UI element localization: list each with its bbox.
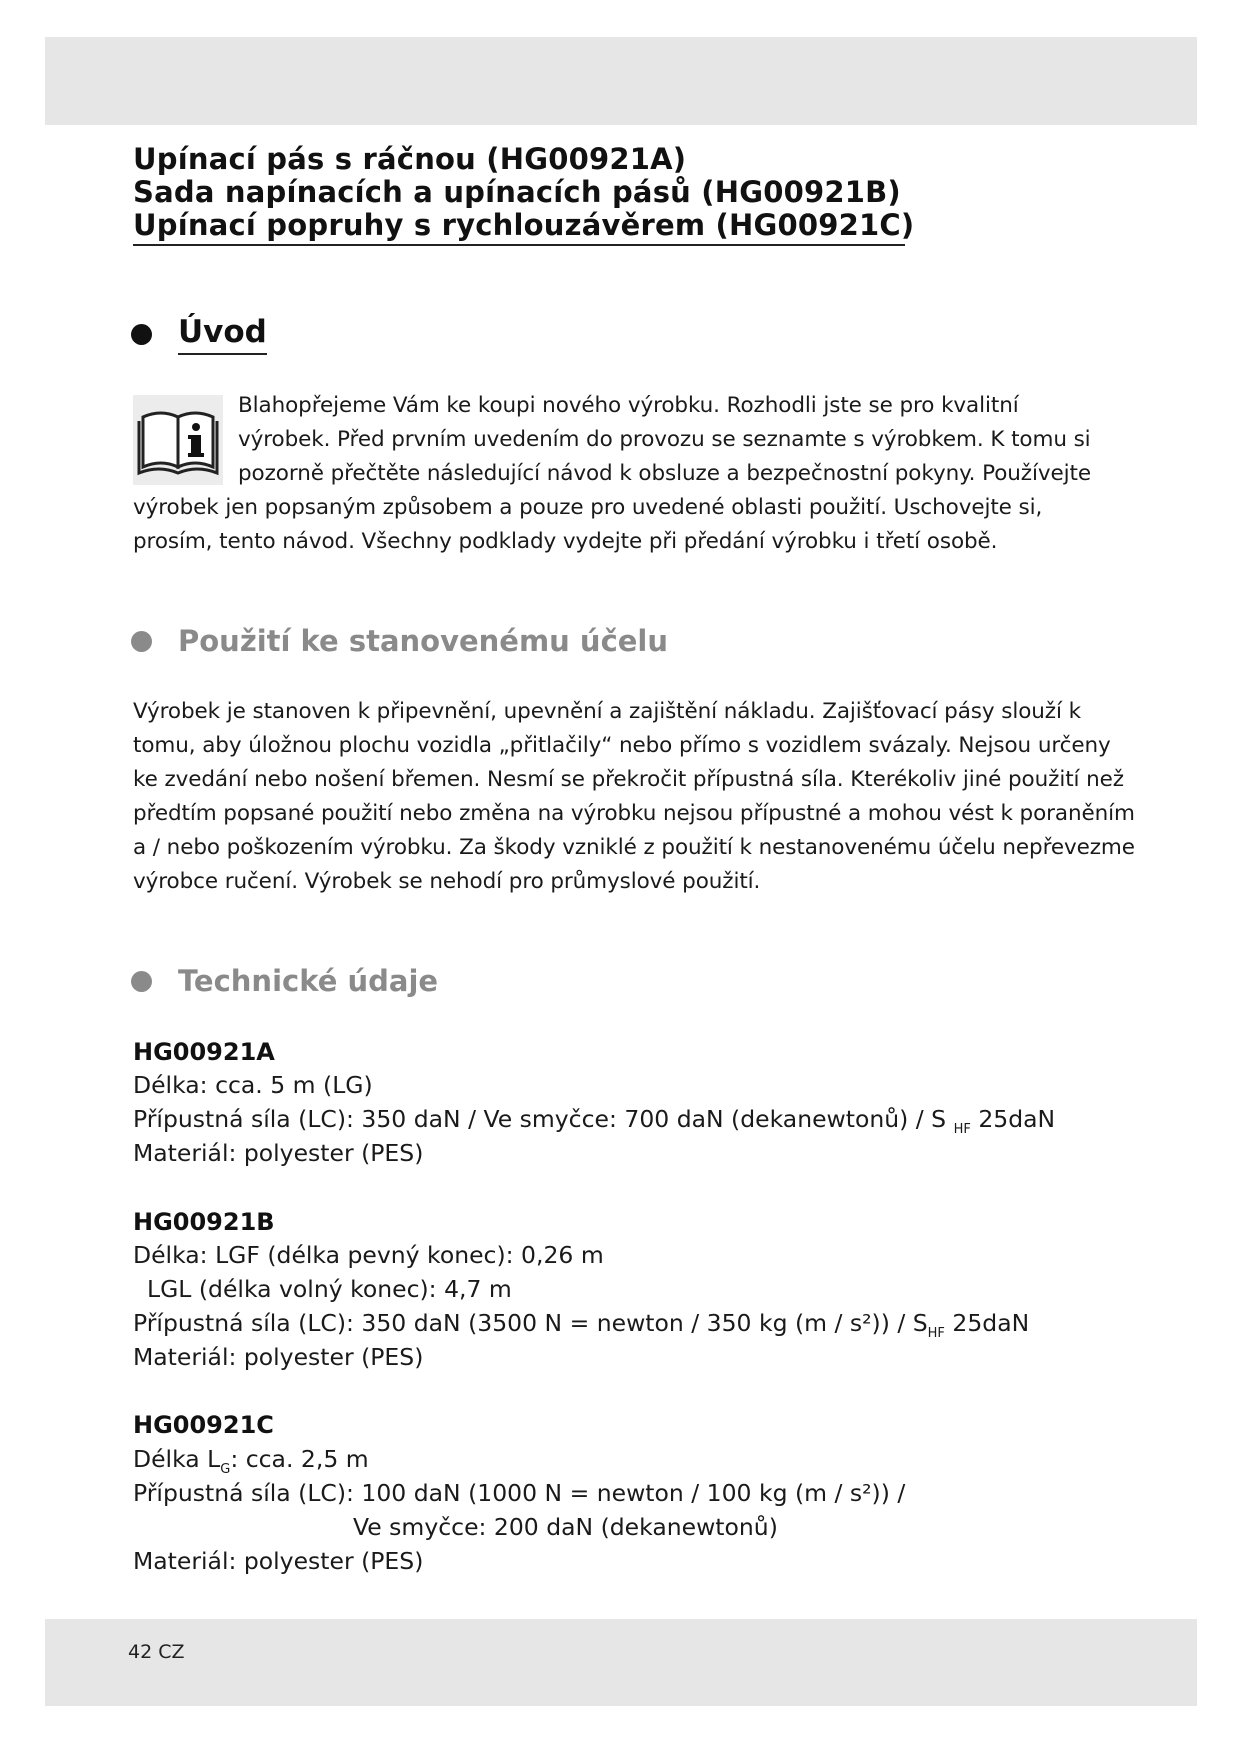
intro-paragraph bbox=[133, 389, 1113, 559]
spec-length bbox=[133, 1442, 905, 1476]
bullet-icon bbox=[131, 324, 152, 345]
intro-line: výrobek. Před prvním uvedením do provozu se seznamte s výrobkem. K tomu si bbox=[238, 427, 1091, 452]
section-heading-technicke bbox=[131, 964, 438, 998]
use-line: předtím popsané použití nebo změna na výrobku nejsou přípustné a mohou vést k poraněním bbox=[133, 801, 1135, 826]
spec-force-sub: HF bbox=[927, 1326, 945, 1341]
page-number: 42 CZ bbox=[128, 1641, 185, 1663]
title-line-c: Upínací popruhy s rychlouzávěrem (HG00921C) bbox=[133, 208, 915, 242]
section-heading-uvod bbox=[131, 314, 267, 355]
spec-length-sub: G bbox=[220, 1462, 231, 1477]
spec-length-2: LGL (délka volný konec): 4,7 m bbox=[147, 1275, 512, 1303]
spec-length-text: Délka L bbox=[133, 1445, 221, 1473]
spec-length-value: : cca. 2,5 m bbox=[230, 1445, 369, 1473]
section-heading-technicke-text: Technické údaje bbox=[178, 964, 439, 998]
document-title bbox=[133, 142, 915, 246]
spec-force-loop: Ve smyčce: 200 daN (dekanewtonů) bbox=[353, 1513, 778, 1541]
spec-force bbox=[133, 1102, 1055, 1136]
intended-use-paragraph bbox=[133, 695, 1135, 899]
intro-line: výrobek jen popsaným způsobem a pouze pro uvedené oblasti použití. Uschovejte si, bbox=[133, 495, 1043, 520]
spec-force-sub: HF bbox=[953, 1122, 971, 1137]
intro-line: Blahopřejeme Vám ke koupi nového výrobku. Rozhodli jste se pro kvalitní bbox=[238, 393, 1019, 418]
model-heading-c: HG00921C bbox=[133, 1411, 274, 1439]
use-line: a / nebo poškozením výrobku. Za škody vzniklé z použití k nestanovenému účelu nepřevezme bbox=[133, 835, 1135, 860]
use-line: výrobce ručení. Výrobek se nehodí pro průmyslové použití. bbox=[133, 869, 761, 894]
title-line-b: Sada napínacích a upínacích pásů (HG00921B) bbox=[133, 175, 901, 209]
spec-block-c bbox=[133, 1442, 905, 1578]
spec-force-value: 25daN bbox=[944, 1309, 1030, 1337]
section-heading-uvod-text: Úvod bbox=[178, 314, 267, 355]
section-heading-pouziti bbox=[131, 624, 668, 658]
spec-block-b bbox=[133, 1238, 1029, 1374]
model-heading-b: HG00921B bbox=[133, 1208, 275, 1236]
spec-force-text: Přípustná síla (LC): 350 daN (3500 N = newton / 350 kg (m / s²)) / S bbox=[133, 1309, 928, 1337]
spec-force-text: Přípustná síla (LC): 350 daN / Ve smyčce: 700 daN (dekanewtonů) / S bbox=[133, 1105, 947, 1133]
spec-block-a bbox=[133, 1068, 1055, 1170]
title-line-a: Upínací pás s ráčnou (HG00921A) bbox=[133, 142, 687, 176]
bullet-icon bbox=[131, 631, 152, 652]
use-line: Výrobek je stanoven k připevnění, upevnění a zajištění nákladu. Zajišťovací pásy slouží k bbox=[133, 699, 1081, 724]
section-heading-pouziti-text: Použití ke stanovenému účelu bbox=[178, 624, 669, 658]
spec-length: Délka: LGF (délka pevný konec): 0,26 m bbox=[133, 1241, 604, 1269]
spec-material: Materiál: polyester (PES) bbox=[133, 1547, 424, 1575]
footer-band bbox=[45, 1619, 1197, 1706]
intro-line: prosím, tento návod. Všechny podklady vydejte při předání výrobku i třetí osobě. bbox=[133, 529, 998, 554]
model-heading-a: HG00921A bbox=[133, 1038, 275, 1066]
spec-material: Materiál: polyester (PES) bbox=[133, 1343, 424, 1371]
spec-force: Přípustná síla (LC): 100 daN (1000 N = newton / 100 kg (m / s²)) / bbox=[133, 1479, 906, 1507]
intro-line: pozorně přečtěte následující návod k obsluze a bezpečnostní pokyny. Používejte bbox=[238, 461, 1091, 486]
use-line: ke zvedání nebo nošení břemen. Nesmí se překročit přípustná síla. Kterékoliv jiné použití než bbox=[133, 767, 1124, 792]
spec-length: Délka: cca. 5 m (LG) bbox=[133, 1071, 373, 1099]
bullet-icon bbox=[131, 971, 152, 992]
spec-force-value: 25daN bbox=[970, 1105, 1056, 1133]
use-line: tomu, aby úložnou plochu vozidla „přitlačily“ nebo přímo s vozidlem svázaly. Nejsou určeny bbox=[133, 733, 1111, 758]
spec-force bbox=[133, 1306, 1029, 1340]
spec-material: Materiál: polyester (PES) bbox=[133, 1139, 424, 1167]
header-band bbox=[45, 37, 1197, 125]
